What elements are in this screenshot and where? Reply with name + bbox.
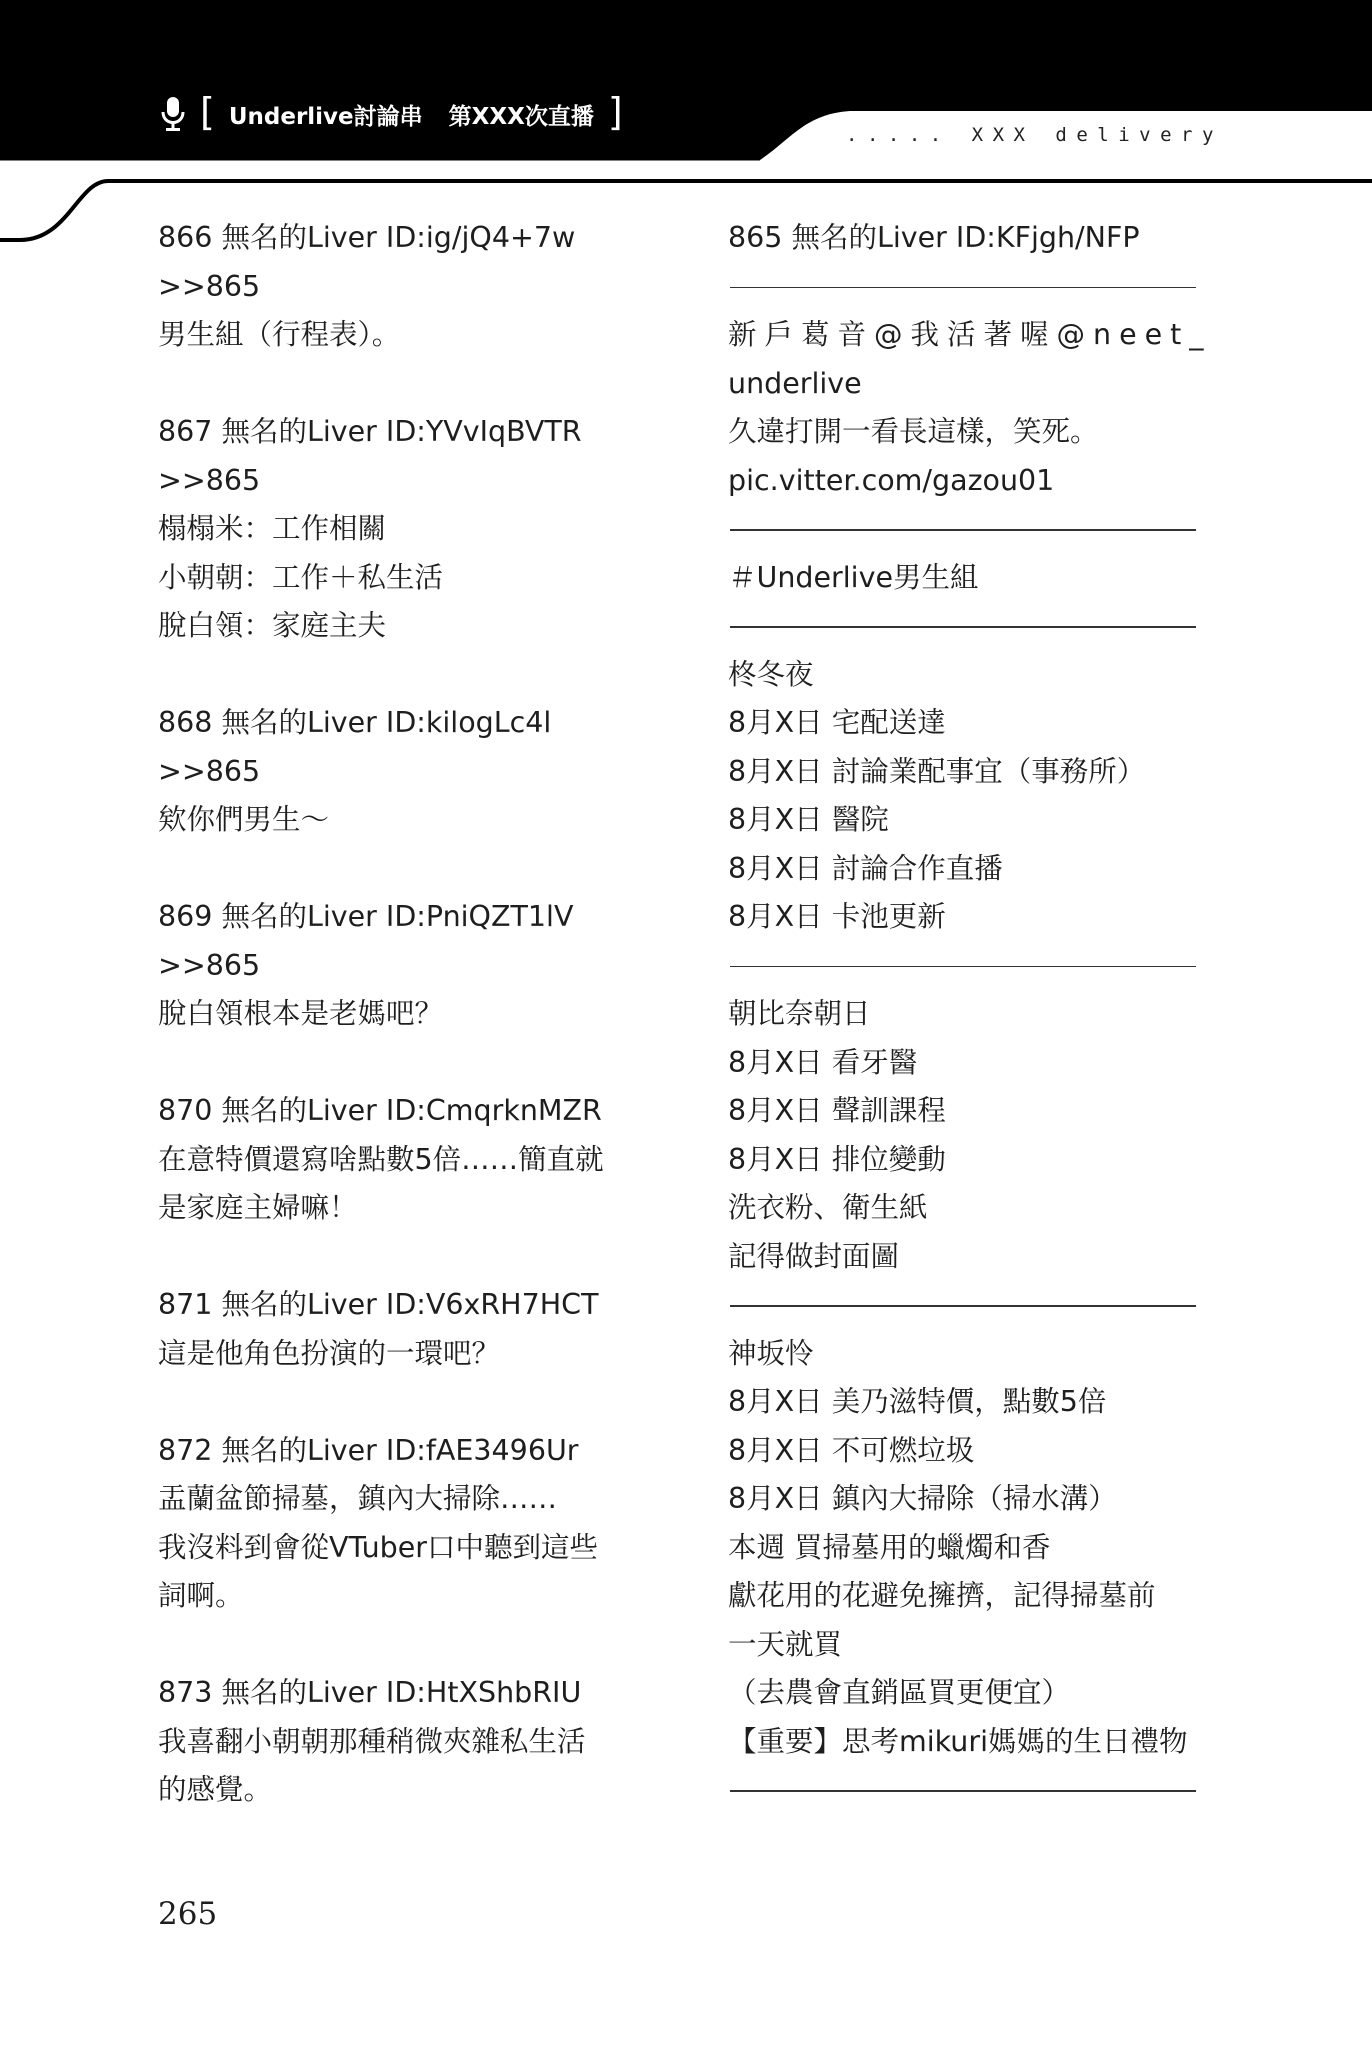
divider — [728, 1766, 1218, 1815]
tweet-text: 久違打開一看長這樣，笑死。 — [728, 415, 1099, 448]
post-gap — [158, 1378, 678, 1427]
thread-title: Underlive討論串 — [228, 103, 423, 130]
reply-reference: >>865 — [158, 269, 261, 303]
schedule-name: 神坂怜 — [728, 1336, 814, 1370]
post-text: 脫白領：家庭主夫 — [158, 609, 387, 642]
schedule-item: 8月X日 不可燃垃圾 — [728, 1433, 975, 1467]
post-header: 869 無名的Liver ID:PniQZT1lV — [158, 900, 574, 933]
post-text: 是家庭主婦嘛！ — [158, 1191, 358, 1224]
post-text: 男生組（行程表）。 — [158, 318, 401, 351]
delivery-label: ..... XXX delivery — [846, 124, 1223, 146]
schedule-name: 柊冬夜 — [728, 657, 814, 691]
post-gap — [158, 1621, 678, 1670]
schedule-name: 朝比奈朝日 — [728, 997, 871, 1030]
schedule-item: 8月X日 鎮內大掃除（掃水溝） — [728, 1482, 1117, 1515]
schedule-list — [728, 651, 1218, 1815]
broadcast-title: 第XXX次直播 — [448, 103, 594, 130]
post — [158, 893, 678, 1039]
post-gap — [158, 1039, 678, 1088]
schedule-item: 8月X日 排位變動 — [728, 1142, 946, 1176]
schedule-item: 【重要】思考mikuri媽媽的生日禮物 — [728, 1724, 1188, 1758]
schedule-item: 8月X日 看牙醫 — [728, 1045, 918, 1079]
post-header: 868 無名的Liver ID:kilogLc4l — [158, 706, 552, 739]
post-text: 小朝朝：工作＋私生活 — [158, 560, 444, 594]
header-left-bracket: [ — [200, 90, 215, 134]
schedule-item: 洗衣粉、衛生紙 — [728, 1191, 928, 1224]
post — [158, 408, 678, 651]
post-text: 詞啊。 — [158, 1579, 244, 1612]
schedule-item: 8月X日 醫院 — [728, 803, 889, 836]
post-text: 欸你們男生～ — [158, 803, 330, 836]
post-text: 脫白領根本是老媽吧？ — [158, 997, 444, 1030]
reply-reference: >>865 — [158, 948, 261, 982]
post-header: 870 無名的Liver ID:CmqrknMZR — [158, 1094, 602, 1127]
post-header: 871 無名的Liver ID:V6xRH7HCT — [158, 1288, 599, 1321]
post-header: 865 無名的Liver ID:KFjgh/NFP — [728, 221, 1140, 254]
schedule-item: 一天就買 — [728, 1627, 843, 1661]
microphone-icon — [160, 96, 186, 132]
post-text: 我喜翻小朝朝那種稍微夾雜私生活 — [158, 1724, 586, 1758]
tweet-handle: underlive — [728, 366, 862, 400]
divider — [728, 263, 1218, 312]
left-column — [158, 214, 678, 1815]
post-header: 873 無名的Liver ID:HtXShbRIU — [158, 1676, 582, 1709]
post — [158, 214, 678, 360]
post-text: 的感覺。 — [158, 1773, 273, 1806]
post-text: 我沒料到會從VTuber口中聽到這些 — [158, 1530, 598, 1564]
post — [158, 1427, 678, 1621]
right-column — [728, 214, 1218, 1815]
tweet-link: pic.vitter.com/gazou01 — [728, 463, 1055, 497]
divider — [728, 942, 1218, 991]
post-text: 盂蘭盆節掃墓，鎮內大掃除…… — [158, 1482, 558, 1515]
schedule-item: 8月X日 卡池更新 — [728, 900, 946, 933]
divider — [728, 602, 1218, 651]
page-number: 265 — [158, 1896, 218, 1932]
schedule-item: 記得做封面圖 — [728, 1239, 900, 1273]
header-right-bracket: ] — [607, 90, 623, 134]
post-gap — [158, 845, 678, 894]
reply-reference: >>865 — [158, 463, 261, 497]
schedule-item: 獻花用的花避免擁擠，記得掃墓前 — [728, 1579, 1156, 1612]
post — [158, 699, 678, 845]
schedule-item: （去農會直銷區買更便宜） — [728, 1676, 1071, 1709]
header-title — [160, 92, 623, 136]
post — [158, 1281, 678, 1378]
post-text: 在意特價還寫啥點數5倍……簡直就 — [158, 1142, 604, 1176]
post-header: 872 無名的Liver ID:fAE3496Ur — [158, 1433, 579, 1467]
post-header: 867 無名的Liver ID:YVvIqBVTR — [158, 415, 582, 448]
divider — [728, 1281, 1218, 1330]
post-header: 866 無名的Liver ID:ig/jQ4+7w — [158, 221, 576, 254]
schedule-item: 8月X日 宅配送達 — [728, 706, 946, 739]
post-text: 這是他角色扮演的一環吧？ — [158, 1336, 501, 1370]
schedule-item: 本週 買掃墓用的蠟燭和香 — [728, 1530, 1051, 1564]
post-text: 榻榻米：工作相關 — [158, 512, 387, 545]
post-gap — [158, 1233, 678, 1282]
hashtag: ＃Underlive男生組 — [728, 560, 979, 594]
schedule-item: 8月X日 討論業配事宜（事務所） — [728, 754, 1146, 788]
tweet-author: 新戶葛音@我活著喔@neet_ — [728, 318, 1212, 351]
post-gap — [158, 651, 678, 700]
schedule-item: 8月X日 聲訓課程 — [728, 1094, 946, 1127]
post-gap — [158, 360, 678, 409]
schedule-item: 8月X日 美乃滋特價，點數5倍 — [728, 1385, 1107, 1418]
post — [158, 1087, 678, 1233]
schedule-item: 8月X日 討論合作直播 — [728, 851, 1003, 885]
divider — [728, 505, 1218, 554]
post — [158, 1669, 678, 1815]
reply-reference: >>865 — [158, 754, 261, 788]
